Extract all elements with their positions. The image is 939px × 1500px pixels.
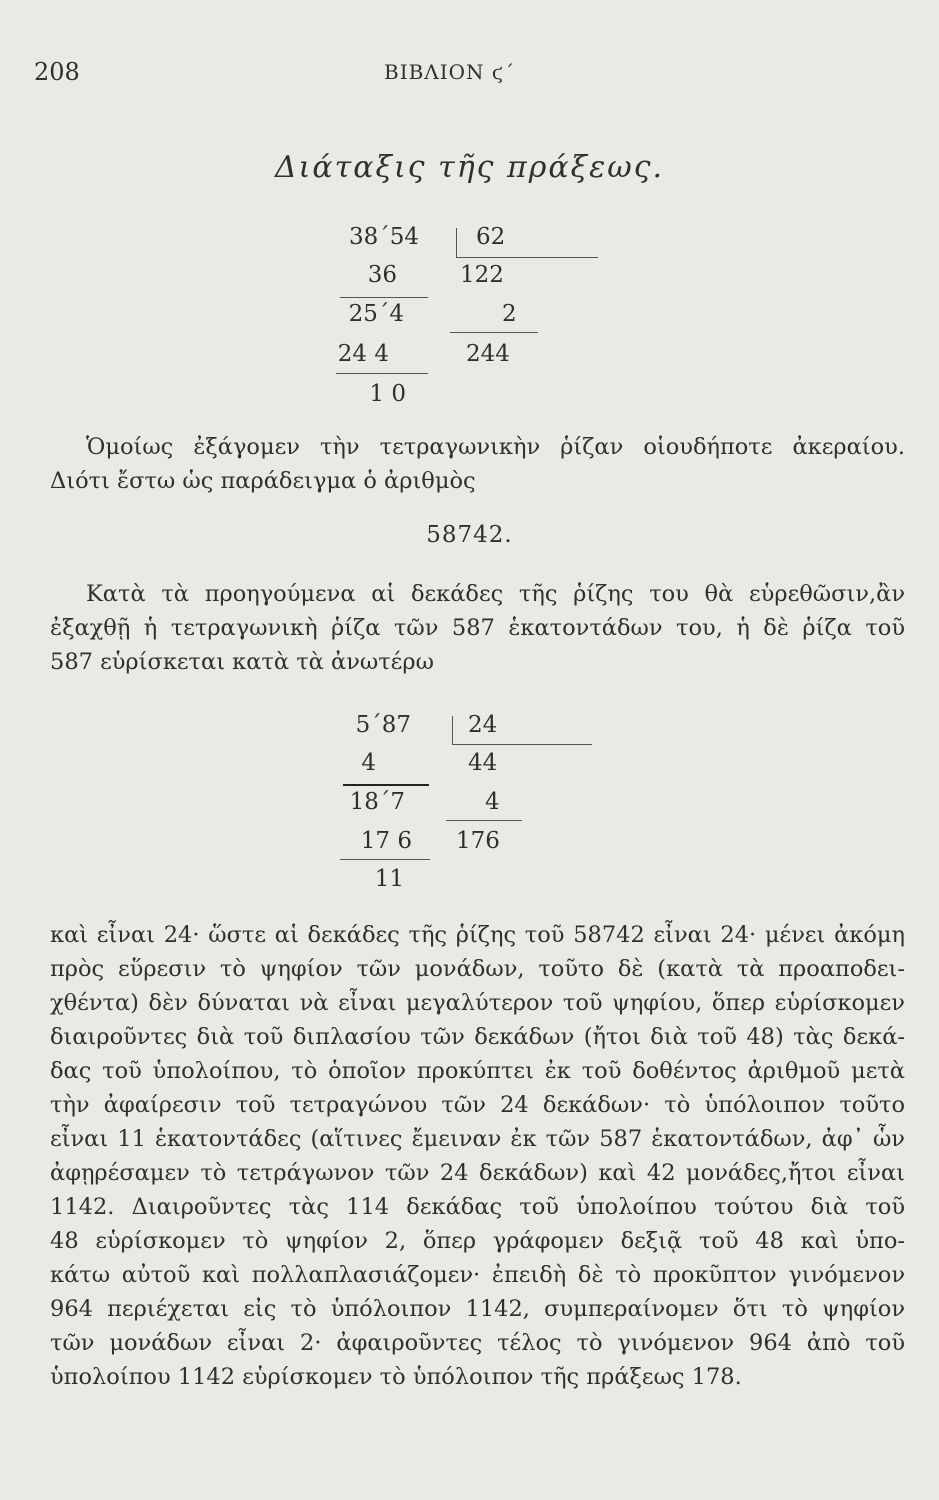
text-line: δας τοῦ ὑπολοίπου, τὸ ὁποῖον προκύπτει ἐκ τοῦ δοθέντος ἀριθμοῦ μετὰ	[50, 1058, 905, 1084]
calc2-vertical-rule	[452, 716, 453, 744]
calc2-left-3: 18΄7	[349, 789, 405, 815]
text-line: Ὁμοίως ἐξάγομεν τὴν τετραγωνικὴν ῥίζαν οἱουδήποτε ἀκεραίου.	[86, 434, 905, 460]
calc1-left-4: 24 4	[337, 341, 389, 367]
calc1-right-1: 62	[476, 224, 506, 250]
text-line: 1142. Διαιροῦντες τὰς 114 δεκάδας τοῦ ὑπολοίπου τούτου διὰ τοῦ	[50, 1194, 905, 1220]
calc1-right-3: 2	[502, 301, 517, 327]
calc2-right-4: 176	[456, 828, 500, 854]
calc2-left-5: 11	[374, 866, 404, 892]
calc2-left-4: 17 6	[360, 828, 412, 854]
text-line: ἀφῃρέσαμεν τὸ τετράγωνον τῶν 24 δεκάδων) καὶ 42 μονάδες,ἤτοι εἶναι	[50, 1160, 905, 1186]
calc1-left-5: 1 0	[369, 381, 406, 407]
running-title: ΒΙΒΛΙΟΝ ϛ΄	[384, 60, 516, 84]
calc2-right-2: 44	[468, 750, 498, 776]
calc2-rule-right-mid	[446, 820, 522, 821]
calc2-left-2: 4	[361, 750, 376, 776]
calc2-right-3: 4	[485, 789, 500, 815]
text-line: 48 εὑρίσκομεν τὸ ψηφίον 2, ὅπερ γράφομεν δεξιᾷ τοῦ 48 καὶ ὑπο-	[50, 1228, 905, 1254]
text-line: καὶ εἶναι 24· ὥστε αἱ δεκάδες τῆς ῥίζης τοῦ 58742 εἶναι 24· μένει ἀκόμη	[50, 922, 905, 948]
text-line: ὑπολοίπου 1142 εὑρίσκομεν τὸ ὑπόλοιπον τῆς πράξεως 178.	[50, 1364, 742, 1390]
text-line: τῶν μονάδων εἶναι 2· ἀφαιροῦντες τέλος τὸ γινόμενον 964 ἀπὸ τοῦ	[50, 1330, 905, 1356]
text-line: Διότι ἔστω ὡς παράδειγμα ὁ ἀριθμὸς	[50, 468, 476, 494]
section-title: Διάταξις τῆς πράξεως.	[274, 150, 665, 185]
text-line: τὴν ἀφαίρεσιν τοῦ τετραγώνου τῶν 24 δεκάδων· τὸ ὑπόλοιπον τοῦτο	[50, 1092, 905, 1118]
text-line: εἶναι 11 ἑκατοντάδες (αἵτινες ἔμειναν ἐκ τῶν 587 ἑκατοντάδων, ἀφ᾽ ὧν	[50, 1126, 905, 1152]
calc1-left-1: 38΄54	[348, 224, 419, 250]
text-line: διαιροῦντες διὰ τοῦ διπλασίου τῶν δεκάδων (ἤτοι διὰ τοῦ 48) τὰς δεκά-	[50, 1024, 905, 1050]
paragraph-explanation	[50, 918, 905, 1394]
calc1-left-2: 36	[367, 262, 397, 288]
calc2-rule-left-2	[340, 859, 430, 860]
example-number: 58742.	[426, 522, 513, 548]
text-line: Κατὰ τὰ προηγούμενα αἱ δεκάδες τῆς ῥίζης του θὰ εὑρεθῶσιν,ἂν	[86, 581, 905, 607]
text-line: χθέντα) δὲν δύναται νὰ εἶναι μεγαλύτερον τοῦ ψηφίου, ὅπερ εὑρίσκομεν	[50, 990, 905, 1016]
text-line: κάτω αὐτοῦ καὶ πολλαπλασιάζομεν· ἐπειδὴ δὲ τὸ προκῦπτον γινόμενον	[50, 1262, 905, 1288]
text-line: πρὸς εὕρεσιν τὸ ψηφίον τῶν μονάδων, τοῦτο δὲ (κατὰ τὰ προαποδει-	[50, 956, 905, 982]
calc2-right-1: 24	[468, 712, 498, 738]
text-line: 587 εὑρίσκεται κατὰ τὰ ἀνωτέρω	[50, 649, 434, 675]
text-line: 964 περιέχεται εἰς τὸ ὑπόλοιπον 1142, συμπεραίνομεν ὅτι τὸ ψηφίον	[50, 1296, 905, 1322]
calc1-left-3: 25΄4	[348, 301, 404, 327]
calc2-rule-left-1	[343, 784, 429, 786]
calc1-right-2: 122	[460, 262, 504, 288]
calc2-left-1: 5΄87	[355, 712, 411, 738]
text-line: ἐξαχθῇ ἡ τετραγωνικὴ ῥίζα τῶν 587 ἑκατοντάδων του, ἡ δὲ ῥίζα τοῦ	[50, 615, 905, 641]
calc2-rule-right-top	[452, 744, 592, 745]
calc1-right-4: 244	[466, 341, 510, 367]
page-number: 208	[34, 58, 80, 86]
